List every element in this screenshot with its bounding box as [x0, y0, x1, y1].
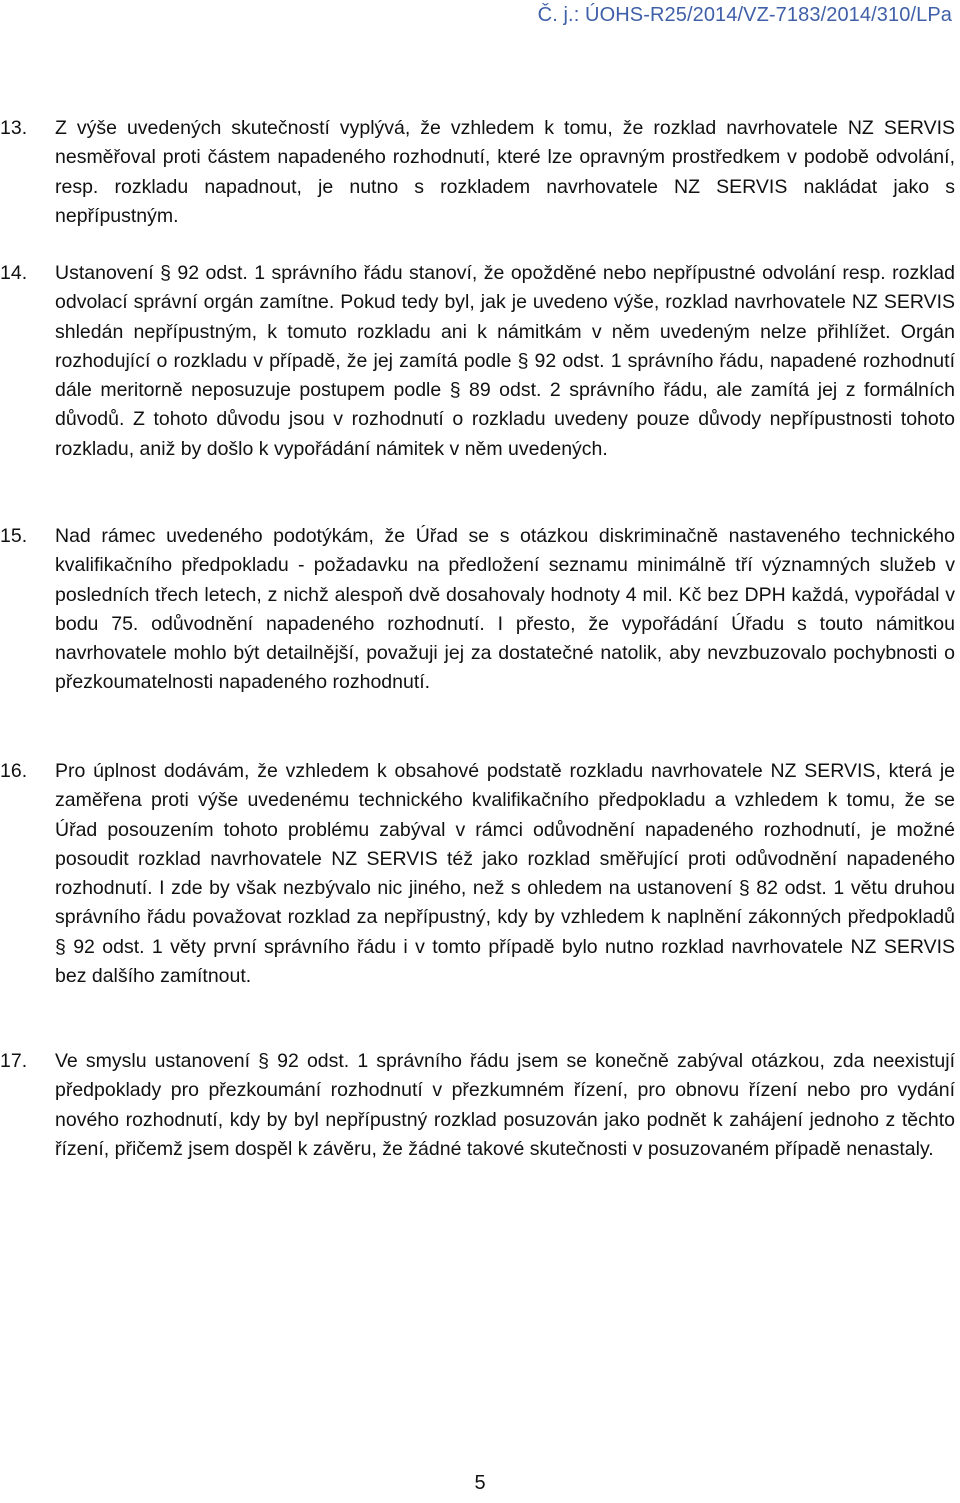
document-reference-number: Č. j.: ÚOHS-R25/2014/VZ-7183/2014/310/LPa	[537, 4, 952, 26]
paragraph-number: 16.	[0, 760, 28, 782]
paragraph-text: Nad rámec uvedeného podotýkám, že Úřad se s otázkou diskriminačně nastaveného technického kvalifikačního předpokladu - požadavku na předložení seznamu minimálně tří významných služeb v posledních třech letech, z nichž alespoň dvě dosahovaly hodnoty 4 mil. Kč bez DPH každá, vypořádal v bodu 75. odůvodnění napadeného rozhodnutí. I přesto, že vypořádání Úřadu s touto námitkou navrhovatele mohlo být detailnější, považuji jej za dostatečné natolik, aby nevzbuzovalo pochybnosti o přezkoumatelnosti napadeného rozhodnutí.	[55, 525, 955, 694]
paragraph-number: 17.	[0, 1050, 28, 1072]
paragraph-text: Ustanovení § 92 odst. 1 správního řádu stanoví, že opožděné nebo nepřípustné odvolání resp. rozklad odvolací správní orgán zamítne. Pokud tedy byl, jak je uvedeno výše, rozklad navrhovatele NZ SERVIS shledán nepřípustným, k tomuto rozkladu ani k námitkám v něm uvedeným nelze přihlížet. Orgán rozhodující o rozkladu v případě, že jej zamítá podle § 92 odst. 1 správního řádu, napadené rozhodnutí dále meritorně neposuzuje postupem podle § 89 odst. 2 správního řádu, ale zamítá jej z formálních důvodů. Z tohoto důvodu jsou v rozhodnutí o rozkladu uvedeny pouze důvody nepřípustnosti tohoto rozkladu, aniž by došlo k vypořádání námitek v něm uvedených.	[55, 262, 955, 460]
paragraph-text: Ve smyslu ustanovení § 92 odst. 1 správního řádu jsem se konečně zabýval otázkou, zda neexistují předpoklady pro přezkoumání rozhodnutí v přezkumném řízení, pro obnovu řízení nebo pro vydání nového rozhodnutí, kdy by byl nepřípustný rozklad posuzován jako podnět k zahájení jednoho z těchto řízení, přičemž jsem dospěl k závěru, že žádné takové skutečnosti v posuzovaném případě nenastaly.	[55, 1050, 955, 1160]
paragraph-number: 14.	[0, 262, 28, 284]
paragraph-number: 15.	[0, 525, 28, 547]
paragraph-text: Z výše uvedených skutečností vyplývá, že vzhledem k tomu, že rozklad navrhovatele NZ SERVIS nesměřoval proti částem napadeného rozhodnutí, které lze opravným prostředkem v podobě odvolání, resp. rozkladu napadnout, je nutno s rozkladem navrhovatele NZ SERVIS nakládat jako s nepřípustným.	[55, 117, 955, 227]
paragraph-number: 13.	[0, 117, 28, 139]
page-number: 5	[474, 1472, 486, 1494]
paragraph-text: Pro úplnost dodávám, že vzhledem k obsahové podstatě rozkladu navrhovatele NZ SERVIS, která je zaměřena proti výše uvedenému technického kvalifikačního předpokladu a vzhledem k tomu, že se Úřad posouzením tohoto problému zabýval v rámci odůvodnění napadeného rozhodnutí, je možné posoudit rozklad navrhovatele NZ SERVIS též jako rozklad směřující proti odůvodnění napadeného rozhodnutí. I zde by však nezbývalo nic jiného, než s ohledem na ustanovení § 82 odst. 1 větu druhou správního řádu považovat rozklad za nepřípustný, kdy by vzhledem k naplnění zákonných předpokladů § 92 odst. 1 věty první správního řádu i v tomto případě bylo nutno rozklad navrhovatele NZ SERVIS bez dalšího zamítnout.	[55, 760, 955, 988]
